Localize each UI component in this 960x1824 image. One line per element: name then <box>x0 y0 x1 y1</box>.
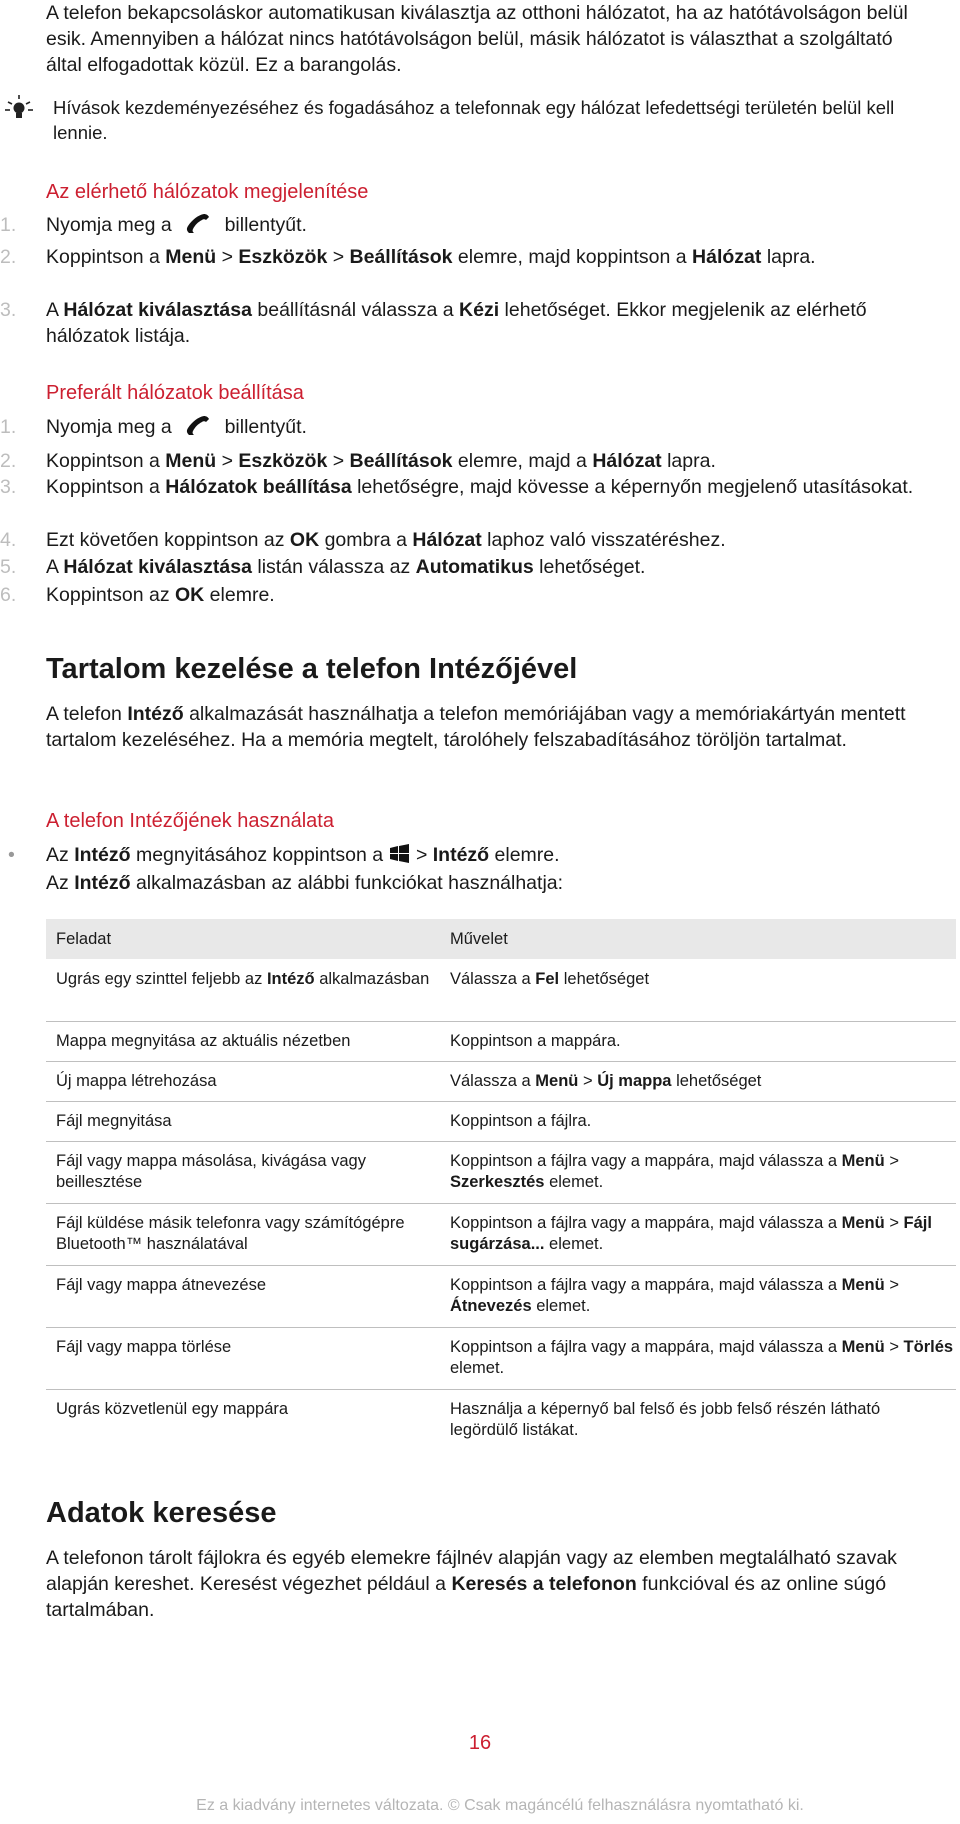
bullet-text: Az Intéző megnyitásához koppintson a > Intéző elemre. <box>46 844 560 866</box>
step-number: 6. <box>0 584 17 606</box>
section-title-preferred-networks: Preferált hálózatok beállítása <box>46 382 304 404</box>
table-cell-task: Ugrás közvetlenül egy mappára <box>56 1400 289 1418</box>
table-header-task: Feladat <box>56 930 112 948</box>
step-item <box>0 554 930 580</box>
table-cell-task: Mappa megnyitása az aktuális nézetben <box>56 1032 351 1050</box>
section-title-available-networks: Az elérhető hálózatok megjelenítése <box>46 181 369 203</box>
table-cell-action: Használja a képernyő bal felső és jobb felső részén látható legördülő listákat. <box>450 1400 881 1439</box>
step-text: Koppintson a Menü > Eszközök > Beállítások elemre, majd a Hálózat lapra. <box>46 450 716 472</box>
step-item <box>0 448 930 474</box>
table-cell-action: Koppintson a mappára. <box>450 1032 621 1050</box>
table-cell-action: Koppintson a fájlra. <box>450 1112 592 1130</box>
table-cell-task: Fájl vagy mappa törlése <box>56 1338 232 1356</box>
table-cell-action: Válassza a Fel lehetőséget <box>450 970 650 988</box>
step-text: Ezt követően koppintson az OK gombra a Hálózat laphoz való visszatéréshez. <box>46 529 726 551</box>
row-divider <box>46 1327 956 1328</box>
table-header-action: Művelet <box>450 930 508 948</box>
step-number: 3. <box>0 476 17 498</box>
step-number: 1. <box>0 214 17 236</box>
table-cell-task: Fájl megnyitása <box>56 1112 172 1130</box>
step-number: 1. <box>0 416 17 438</box>
step-item <box>0 244 930 270</box>
manager-paragraph: A telefon Intéző alkalmazását használhatja a telefon memóriájában vagy a memóriakártyán mentett tartalom kezeléséhez. Ha a memória megtelt, tárolóhely felszabadításához töröljön tartalmat. <box>46 703 906 751</box>
step-text: billentyűt. <box>224 416 307 438</box>
section-title-file-manager-use: A telefon Intézőjének használata <box>46 810 334 832</box>
step-text: Koppintson a Hálózatok beállítása lehetőségre, majd kövesse a képernyőn megjelenő utasításokat. <box>46 476 914 498</box>
row-divider <box>46 1061 956 1062</box>
windows-start-icon <box>389 844 411 864</box>
table-cell-action: Koppintson a fájlra vagy a mappára, majd válassza a Menü > Törlés elemet. <box>450 1338 954 1377</box>
step-item <box>0 527 930 553</box>
manager-lead-text: Az Intéző alkalmazásban az alábbi funkciókat használhatja: <box>46 872 564 894</box>
step-text: Nyomja meg a <box>46 416 172 438</box>
table-cell-task: Fájl küldése másik telefonra vagy számítógépre Bluetooth™ használatával <box>56 1214 405 1253</box>
bullet-item <box>0 842 930 868</box>
phone-call-icon <box>183 212 213 236</box>
row-divider <box>46 1101 956 1102</box>
step-item <box>0 297 930 349</box>
phone-call-icon <box>183 414 213 438</box>
step-text: Nyomja meg a <box>46 214 172 236</box>
step-item <box>0 414 930 440</box>
step-text: Koppintson a Menü > Eszközök > Beállítások elemre, majd koppintson a Hálózat lapra. <box>46 246 816 268</box>
row-divider <box>46 1203 956 1204</box>
search-paragraph: A telefonon tárolt fájlokra és egyéb elemekre fájlnév alapján vagy az elemben megtalálható szavak alapján kereshet. Keresést végezhet például a Keresés a telefonon funkcióval és az online súgó tartalmában. <box>46 1547 897 1621</box>
table-cell-action: Koppintson a fájlra vagy a mappára, majd válassza a Menü > Átnevezés elemet. <box>450 1276 899 1315</box>
table-cell-task: Fájl vagy mappa másolása, kivágása vagy beillesztése <box>56 1152 366 1191</box>
step-number: 4. <box>0 529 17 551</box>
step-text: A Hálózat kiválasztása listán válassza az Automatikus lehetőséget. <box>46 556 646 578</box>
table-cell-task: Fájl vagy mappa átnevezése <box>56 1276 267 1294</box>
intro-paragraph: A telefon bekapcsoláskor automatikusan kiválasztja az otthoni hálózatot, ha az hatótávolságon belül esik. Amennyiben a hálózat nincs hatótávolságon belül, másik hálózatot is választhat a szolgáltató által elfogadottak közül. Ez a barangolás. <box>46 2 908 76</box>
step-text: A Hálózat kiválasztása beállításnál válassza a Kézi lehetőséget. Ekkor megjelenik az elérhető hálózatok listája. <box>46 299 867 347</box>
step-number: 2. <box>0 450 17 472</box>
step-text: billentyűt. <box>224 214 307 236</box>
row-divider <box>46 1265 956 1266</box>
step-item <box>0 474 930 500</box>
row-divider <box>46 1389 956 1390</box>
row-divider <box>46 1021 956 1022</box>
step-number: 5. <box>0 556 17 578</box>
table-cell-action: Koppintson a fájlra vagy a mappára, majd válassza a Menü > Szerkesztés elemet. <box>450 1152 899 1191</box>
table-cell-task: Ugrás egy szinttel feljebb az Intéző alkalmazásban <box>56 970 430 988</box>
footer-note: Ez a kiadvány internetes változata. © Csak magáncélú felhasználásra nyomtatható ki. <box>196 1797 804 1814</box>
heading-file-manager: Tartalom kezelése a telefon Intézőjével <box>46 653 578 685</box>
row-divider <box>46 1141 956 1142</box>
step-item <box>0 582 930 608</box>
lightbulb-icon <box>4 94 34 120</box>
table-cell-action: Válassza a Menü > Új mappa lehetőséget <box>450 1072 762 1090</box>
table-cell-task: Új mappa létrehozása <box>56 1072 217 1090</box>
step-item <box>0 212 930 238</box>
heading-search: Adatok keresése <box>46 1497 277 1529</box>
tip-text: Hívások kezdeményezéséhez és fogadásához a telefonnak egy hálózat lefedettségi területén belül kell lennie. <box>53 97 895 143</box>
step-number: 3. <box>0 299 17 321</box>
bullet: • <box>8 844 15 866</box>
step-text: Koppintson az OK elemre. <box>46 584 275 606</box>
step-number: 2. <box>0 246 17 268</box>
page-number: 16 <box>468 1732 492 1754</box>
table-cell-action: Koppintson a fájlra vagy a mappára, majd válassza a Menü > Fájl sugárzása... elemet. <box>450 1214 932 1253</box>
